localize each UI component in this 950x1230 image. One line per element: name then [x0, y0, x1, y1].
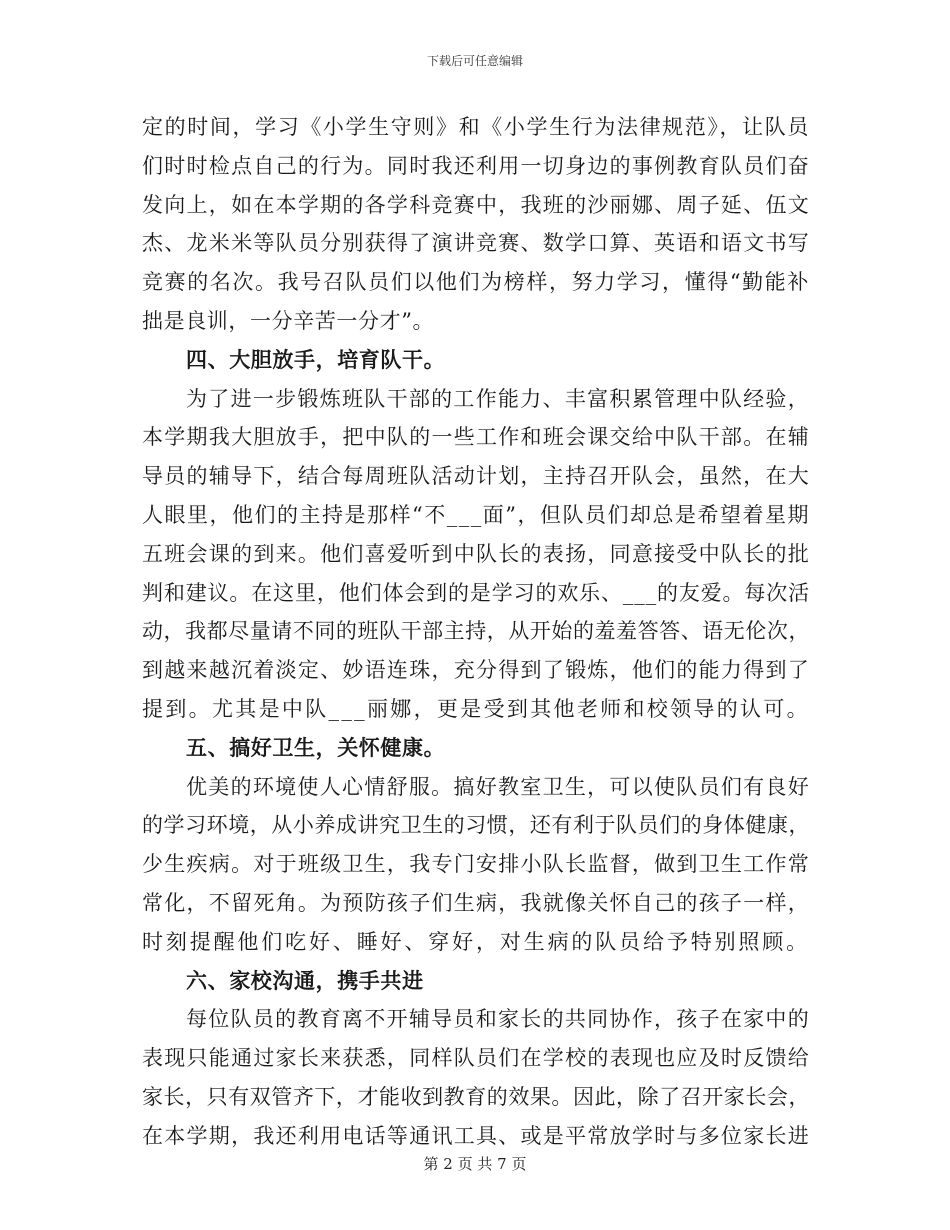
- paragraph-line: 本学期我大胆放手，把中队的一些工作和班会课交给中队干部。在辅: [142, 425, 810, 450]
- paragraph-line: 常化，不留死角。为预防孩子们生病，我就像关怀自己的孩子一样，: [142, 890, 810, 915]
- paragraph-first-line: 为了进一步锻炼班队干部的工作能力、丰富积累管理中队经验，: [186, 386, 810, 411]
- paragraph-line: 导员的辅导下，结合每周班队活动计划，主持召开队会，虽然，在大: [142, 464, 810, 489]
- paragraph-line: 在本学期，我还利用电话等通讯工具、或是平常放学时与多位家长进: [142, 1123, 810, 1148]
- paragraph-line: 判和建议。在这里，他们体会到的是学习的欢乐、___的友爱。每次活: [142, 580, 810, 605]
- paragraph-first-line: 优美的环境使人心情舒服。搞好教室卫生，可以使队员们有良好: [186, 774, 810, 799]
- paragraph-line: 发向上，如在本学期的各学科竞赛中，我班的沙丽娜、周子延、伍文: [142, 192, 810, 217]
- page-header: 下载后可任意编辑: [426, 54, 523, 68]
- paragraph-line: 们时时检点自己的行为。同时我还利用一切身边的事例教育队员们奋: [142, 153, 810, 178]
- section-heading: 六、家校沟通，携手共进: [186, 967, 424, 993]
- paragraph-line: 杰、龙米米等队员分别获得了演讲竞赛、数学口算、英语和语文书写: [142, 231, 810, 256]
- section-heading: 五、搞好卫生，关怀健康。: [186, 734, 446, 760]
- paragraph-line: 提到。尤其是中队___丽娜，更是受到其他老师和校领导的认可。: [142, 696, 810, 721]
- paragraph-first-line: 每位队员的教育离不开辅导员和家长的共同协作，孩子在家中的: [186, 1007, 810, 1032]
- paragraph-line: 竞赛的名次。我号召队员们以他们为榜样，努力学习，懂得“勤能补: [142, 270, 810, 295]
- paragraph-line: 动，我都尽量请不同的班队干部主持，从开始的羞羞答答、语无伦次，: [142, 619, 810, 644]
- paragraph-line: 家长，只有双管齐下，才能收到教育的效果。因此，除了召开家长会，: [142, 1084, 810, 1109]
- paragraph-line: 人眼里，他们的主持是那样“不___面”，但队员们却总是希望着星期: [142, 502, 810, 527]
- section-heading: 四、大胆放手，培育队干。: [186, 346, 446, 372]
- paragraph-line: 少生疾病。对于班级卫生，我专门安排小队长监督，做到卫生工作常: [142, 852, 810, 877]
- paragraph-line: 定的时间，学习《小学生守则》和《小学生行为法律规范》，让队员: [142, 115, 810, 139]
- paragraph-line: 表现只能通过家长来获悉，同样队员们在学校的表现也应及时反馈给: [142, 1046, 810, 1071]
- paragraph-line: 的学习环境，从小养成讲究卫生的习惯，还有利于队员们的身体健康，: [142, 813, 810, 838]
- paragraph-line: 拙是良训，一分辛苦一分才”。: [142, 308, 435, 333]
- document-body: [142, 108, 810, 1156]
- paragraph-line: 时刻提醒他们吃好、睡好、穿好，对生病的队员给予特别照顾。: [142, 929, 810, 954]
- page-footer: 第 2 页 共 7 页: [423, 1155, 527, 1173]
- paragraph-line: 五班会课的到来。他们喜爱听到中队长的表扬，同意接受中队长的批: [142, 541, 810, 566]
- paragraph-line: 到越来越沉着淡定、妙语连珠，充分得到了锻炼，他们的能力得到了: [142, 658, 810, 683]
